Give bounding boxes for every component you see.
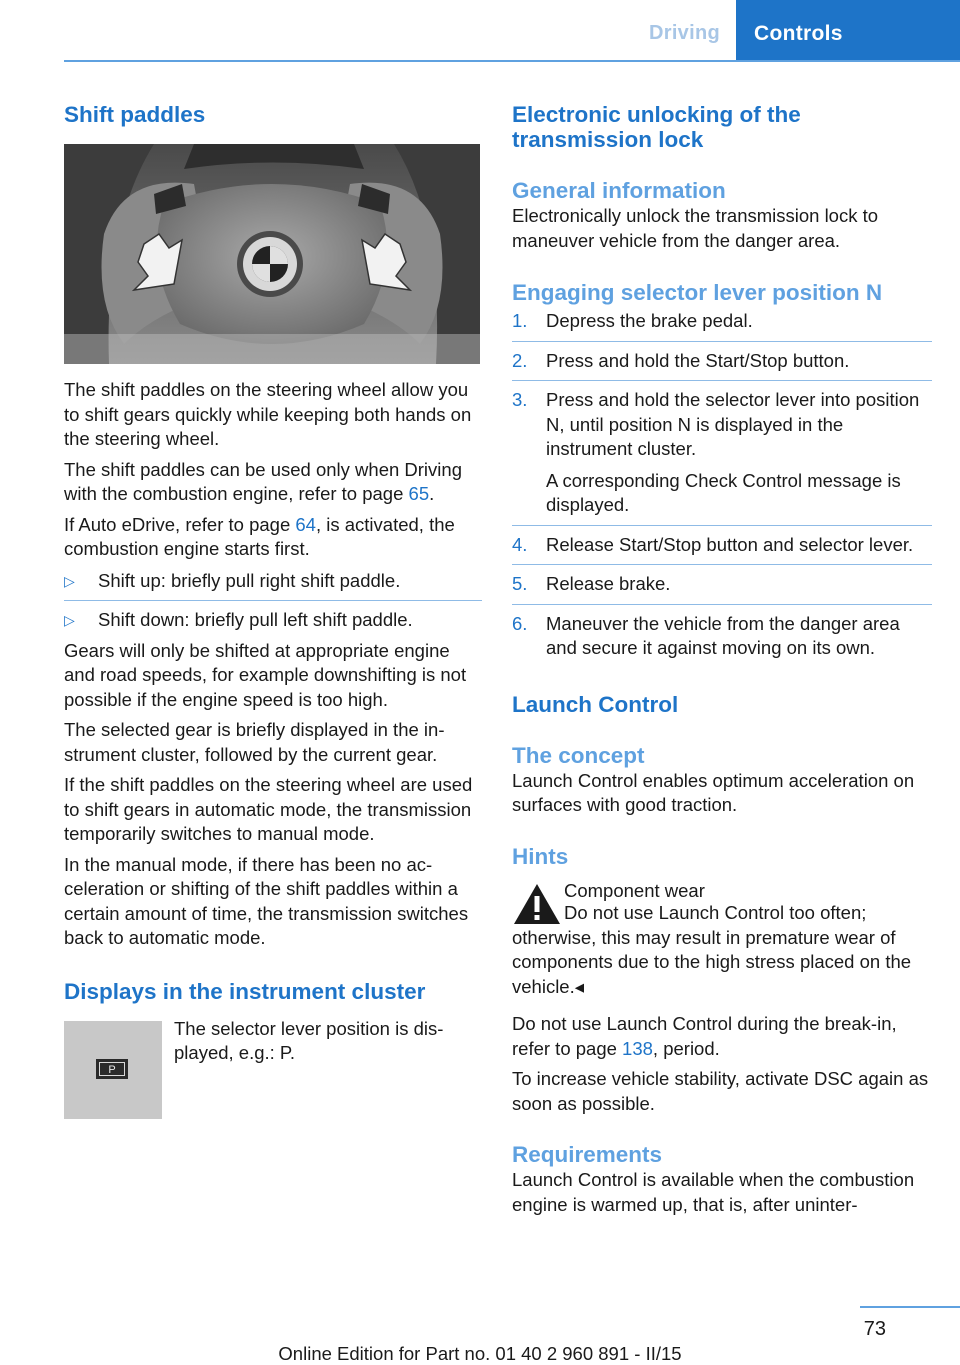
selector-display-image bbox=[64, 1021, 162, 1119]
step-item: 2. Press and hold the Start/Stop button. bbox=[512, 341, 932, 381]
unlock-heading: Electronic unlocking of the transmission lock bbox=[512, 102, 801, 152]
step-item: 4. Release Start/Stop button and selector lever. bbox=[512, 525, 932, 565]
edition-text: Online Edition for Part no. 01 40 2 960 891 - II/15 bbox=[278, 1343, 682, 1364]
launch-control-heading: Launch Control bbox=[512, 691, 679, 717]
shift-bullet-list bbox=[64, 569, 482, 639]
paragraph: The selected gear is briefly displayed in the instrument cluster, followed by the current gear. bbox=[64, 719, 445, 765]
warning-text: Do not use Launch Control too often; otherwise, this may result in premature wear of components due to the high stress placed on the vehicle.◂ bbox=[512, 902, 912, 997]
paragraph: Gears will only be shifted at appropriate engine and road speeds, for example downshifting is not possible if the engine speed is too high. bbox=[64, 639, 467, 710]
warning-title: Component wear bbox=[564, 879, 705, 901]
paragraph: To increase vehicle stability, activate DSC again as soon as possible. bbox=[512, 1068, 929, 1114]
requirements-heading: Requirements bbox=[512, 1142, 663, 1167]
hints-heading: Hints bbox=[512, 843, 569, 869]
general-info-heading: General information bbox=[512, 178, 726, 203]
displays-heading: Displays in the instrument cluster bbox=[64, 978, 426, 1004]
header-section-driving[interactable]: Driving bbox=[649, 22, 720, 44]
header-rule bbox=[64, 60, 960, 62]
step-item: 6. Maneuver the vehicle from the danger area and secure it against moving on its own. bbox=[512, 604, 932, 665]
right-column bbox=[512, 102, 932, 1217]
paragraph: In the manual mode, if there has been no acceleration or shifting of the shift paddles within a certain amount of time, the transmission switches back to automatic mode. bbox=[64, 853, 469, 948]
page-header bbox=[0, 0, 960, 62]
warning-triangle-icon bbox=[512, 882, 562, 926]
paragraph: Launch Control enables optimum acceleration on surfaces with good traction. bbox=[512, 769, 915, 815]
page-number: 73 bbox=[863, 1318, 886, 1340]
paragraph-auto-edrive: If Auto eDrive, refer to page 64, is activated, the combustion engine starts first. bbox=[64, 513, 455, 559]
engaging-heading: Engaging selector lever position N bbox=[512, 280, 883, 305]
triangle-bullet-icon: ▷ bbox=[64, 612, 75, 628]
paragraph-combustion: The shift paddles can be used only when Driving with the combustion engine, refer to page 65. bbox=[64, 458, 462, 504]
triangle-bullet-icon: ▷ bbox=[64, 572, 75, 589]
display-description: The selector lever position is displayed, e.g.: P. bbox=[174, 1017, 444, 1063]
steps-list bbox=[512, 309, 932, 665]
step-item: 3. Press and hold the selector lever into position N, until position N is displayed in the instrument cluster. A corresponding Check Control message is displayed. bbox=[512, 380, 932, 525]
paragraph: Launch Control is available when the combustion engine is warmed up, that is, after uninter- bbox=[512, 1169, 915, 1215]
paragraph: Electronically unlock the transmission lock to maneuver vehicle from the danger area. bbox=[512, 205, 879, 251]
list-item: ▷ Shift down: briefly pull left shift paddle. bbox=[64, 600, 482, 639]
p-indicator-icon: P bbox=[96, 1059, 128, 1079]
page-link-64[interactable]: 64 bbox=[295, 513, 316, 535]
step-item: 1. Depress the brake pedal. bbox=[512, 310, 753, 331]
step-item: 5. Release brake. bbox=[512, 564, 932, 604]
left-column bbox=[64, 102, 482, 1119]
header-chapter-controls[interactable]: Controls bbox=[736, 0, 960, 62]
paragraph: If the shift paddles on the steering wheel are used to shift gears in automatic mode, the transmission temporarily switches to manual mode. bbox=[64, 774, 473, 844]
steering-wheel-photo bbox=[64, 144, 480, 364]
paragraph-break-in: Do not use Launch Control during the break-in, refer to page 138, period. bbox=[512, 1013, 897, 1059]
concept-heading: The concept bbox=[512, 742, 645, 768]
page-footer bbox=[0, 1306, 960, 1362]
list-item: ▷ Shift up: briefly pull right shift paddle. bbox=[64, 569, 482, 601]
page-link-65[interactable]: 65 bbox=[408, 483, 430, 504]
shift-paddles-heading: Shift paddles bbox=[64, 102, 206, 127]
page-link-138[interactable]: 138 bbox=[622, 1037, 653, 1059]
display-example bbox=[64, 1017, 482, 1119]
footer-rule bbox=[860, 1306, 960, 1308]
paragraph: The shift paddles on the steering wheel allow you to shift gears quickly while keeping both hands on the steering wheel. bbox=[64, 379, 472, 449]
